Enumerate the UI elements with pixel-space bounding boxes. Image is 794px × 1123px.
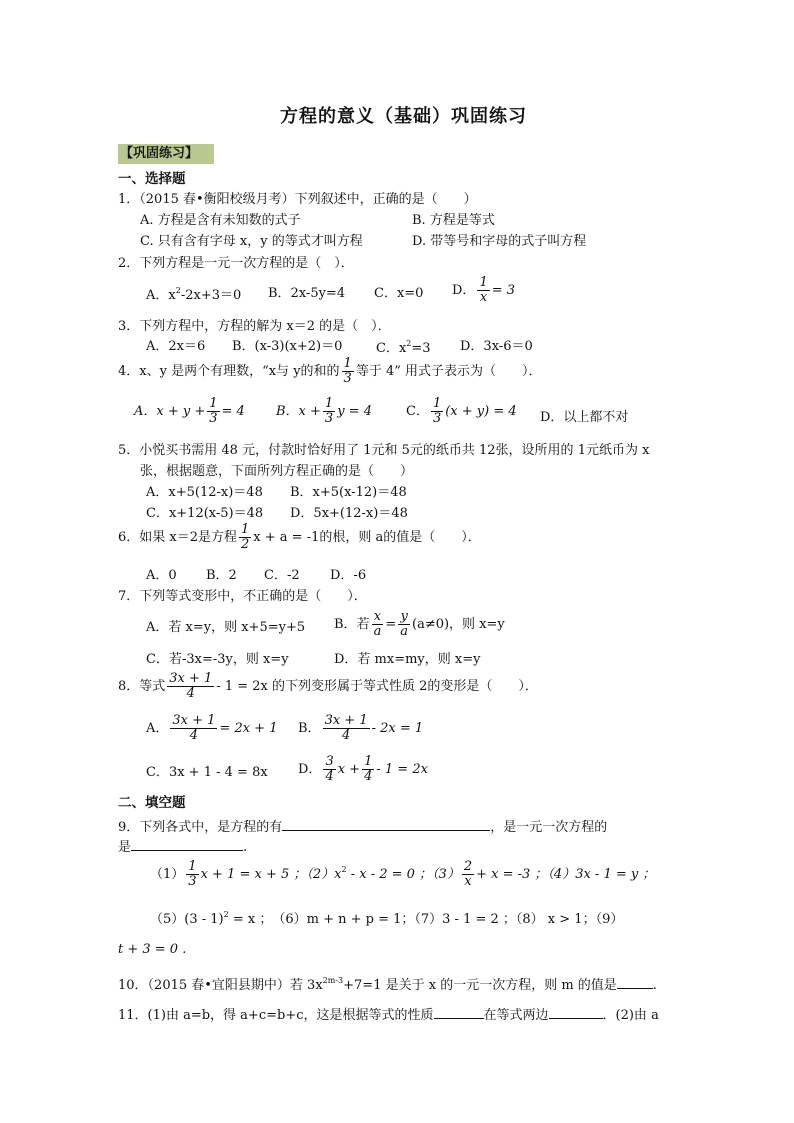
q5-option-b: B．x+5(x-12)＝48 (290, 485, 407, 500)
q3-stem: 3．下列方程中，方程的解为 x＝2 的是（ ）． (118, 319, 391, 334)
q7-option-c: C．若-3x=-3y，则 x=y (146, 652, 289, 667)
q1-option-d: D. 带等号和字母的式子叫方程 (412, 234, 587, 249)
q1-stem: 1．（2015 春•衡阳校级月考）下列叙述中，正确的是（ ） (118, 192, 477, 207)
answer-blank (617, 976, 653, 989)
q2-option-d: D． $\frac{1}{x}$ = 3 (452, 275, 516, 305)
answer-blank (434, 1006, 484, 1019)
q2-option-b: B．2x-5y=4 (268, 286, 346, 301)
q7-option-b: B．若 $\frac{x}{a}$ = $\frac{y}{a}$ (a≠0)，则 x=y (334, 609, 505, 639)
q4-option-c: C． $\frac{1}{3}$ (x + y) = 4 (406, 396, 517, 426)
q6-option-a: A．0 (146, 568, 177, 583)
q9-items-line2: （5）(3 - 1)$^2$ = x ； （6）m + n + p = 1；（7）3 - 1 = 2 ；（8） x > 1；（9） (150, 910, 624, 927)
q6-stem: 6．如果 x＝2是方程 $\frac{1}{2}$ x + a = -1的根，则 a的值是（ ）． (118, 522, 481, 552)
q6-option-d: D．-6 (330, 568, 367, 583)
q1-option-c: C. 只有含有字母 x，y 的等式才叫方程 (140, 234, 363, 249)
q3-option-a: A．2x＝6 (146, 339, 206, 354)
q5-stem-line2: 张，根据题意，下面所列方程正确的是（ ） (140, 464, 414, 479)
q2-stem: 2．下列方程是一元一次方程的是（ ）． (118, 256, 354, 271)
fraction: $\frac{1}{x}$ (479, 275, 488, 305)
q3-option-c: C．$x^2=3$ (376, 339, 431, 356)
q6-option-c: C．-2 (264, 568, 300, 583)
section-choice: 一、选择题 (118, 171, 186, 187)
answer-blank (282, 818, 490, 831)
q9-items-line1: （1） $\frac{1}{3}$ x + 1 = x + 5 ；$(2)x^2 - x - 2 = 0$ ；（3） $\frac{2}{x}$ + x = -3 ；（4）3x - 1 = y ； (150, 859, 656, 889)
q4-option-a: A．x + y + $\frac{1}{3}$ = 4 (134, 396, 245, 426)
q3-option-d: D．3x-6＝0 (460, 339, 533, 354)
q7-option-a: A．若 x=y，则 x+5=y+5 (146, 620, 306, 635)
section-tag: 【巩固练习】 (118, 144, 214, 164)
q2-option-a: A．$x^2-2x+3=0$ (146, 286, 242, 303)
q8-option-c: C．3x + 1 - 4 = 8x (146, 765, 268, 780)
q9-stem-line1: 9．下列各式中，是方程的有 ，是一元一次方程的 (118, 820, 608, 835)
q1-option-a: A. 方程是含有未知数的式子 (140, 213, 301, 228)
q3-option-b: B．(x-3)(x+2)＝0 (232, 339, 343, 354)
q4-option-d: D．以上都不对 (540, 410, 629, 425)
q5-stem-line1: 5．小悦买书需用 48 元，付款时恰好用了 1元和 5元的纸币共 12张，设所用的 1元纸币为 x (118, 443, 650, 458)
q7-option-d: D．若 mx=my，则 x=y (334, 652, 481, 667)
q9-items-line3: t + 3 = 0 . (118, 942, 187, 957)
q8-option-b: B． $\frac{3x + 1}{4}$ - 2x = 1 (298, 713, 424, 743)
q5-option-c: C．x+12(x-5)＝48 (146, 506, 264, 521)
page-title: 方程的意义（基础）巩固练习 (280, 106, 527, 127)
q8-stem: 8．等式 $\frac{3x + 1}{4}$ - 1 = 2x 的下列变形属于等式性质 2的变形是（ ）． (118, 671, 538, 701)
answer-blank (549, 1006, 603, 1019)
section-fill: 二、填空题 (118, 795, 186, 811)
q8-option-d: D． $\frac{3}{4}$ x + $\frac{1}{4}$ - 1 = 2x (298, 754, 428, 784)
q4-stem: 4．x、y 是两个有理数，“x与 y的和的 $\frac{1}{3}$ 等于 4” 用式子表示为（ ）． (118, 356, 542, 386)
answer-blank (131, 838, 243, 851)
q8-option-a: A． $\frac{3x + 1}{4}$ = 2x + 1 (146, 713, 278, 743)
q2-option-c: C．x=0 (374, 286, 424, 301)
q10-stem: 10．（2015 春•宜阳县期中）若 $3x^{2m-3}+7=1$ 是关于 x 的一元一次方程，则 m 的值是 . (118, 976, 657, 993)
q4-option-b: B．x + $\frac{1}{3}$ y = 4 (276, 396, 372, 426)
q9-stem-line2: 是 . (118, 840, 248, 855)
q5-option-d: D．5x+(12-x)＝48 (290, 506, 408, 521)
q5-option-a: A．x+5(12-x)＝48 (146, 485, 263, 500)
q6-option-b: B．2 (206, 568, 237, 583)
q11-stem: 11．(1)由 a=b，得 a+c=b+c，这是根据等式的性质 在等式两边 ．(2)由 a (118, 1008, 659, 1023)
q7-stem: 7．下列等式变形中，不正确的是（ ）． (118, 589, 367, 604)
q1-option-b: B. 方程是等式 (412, 213, 495, 228)
